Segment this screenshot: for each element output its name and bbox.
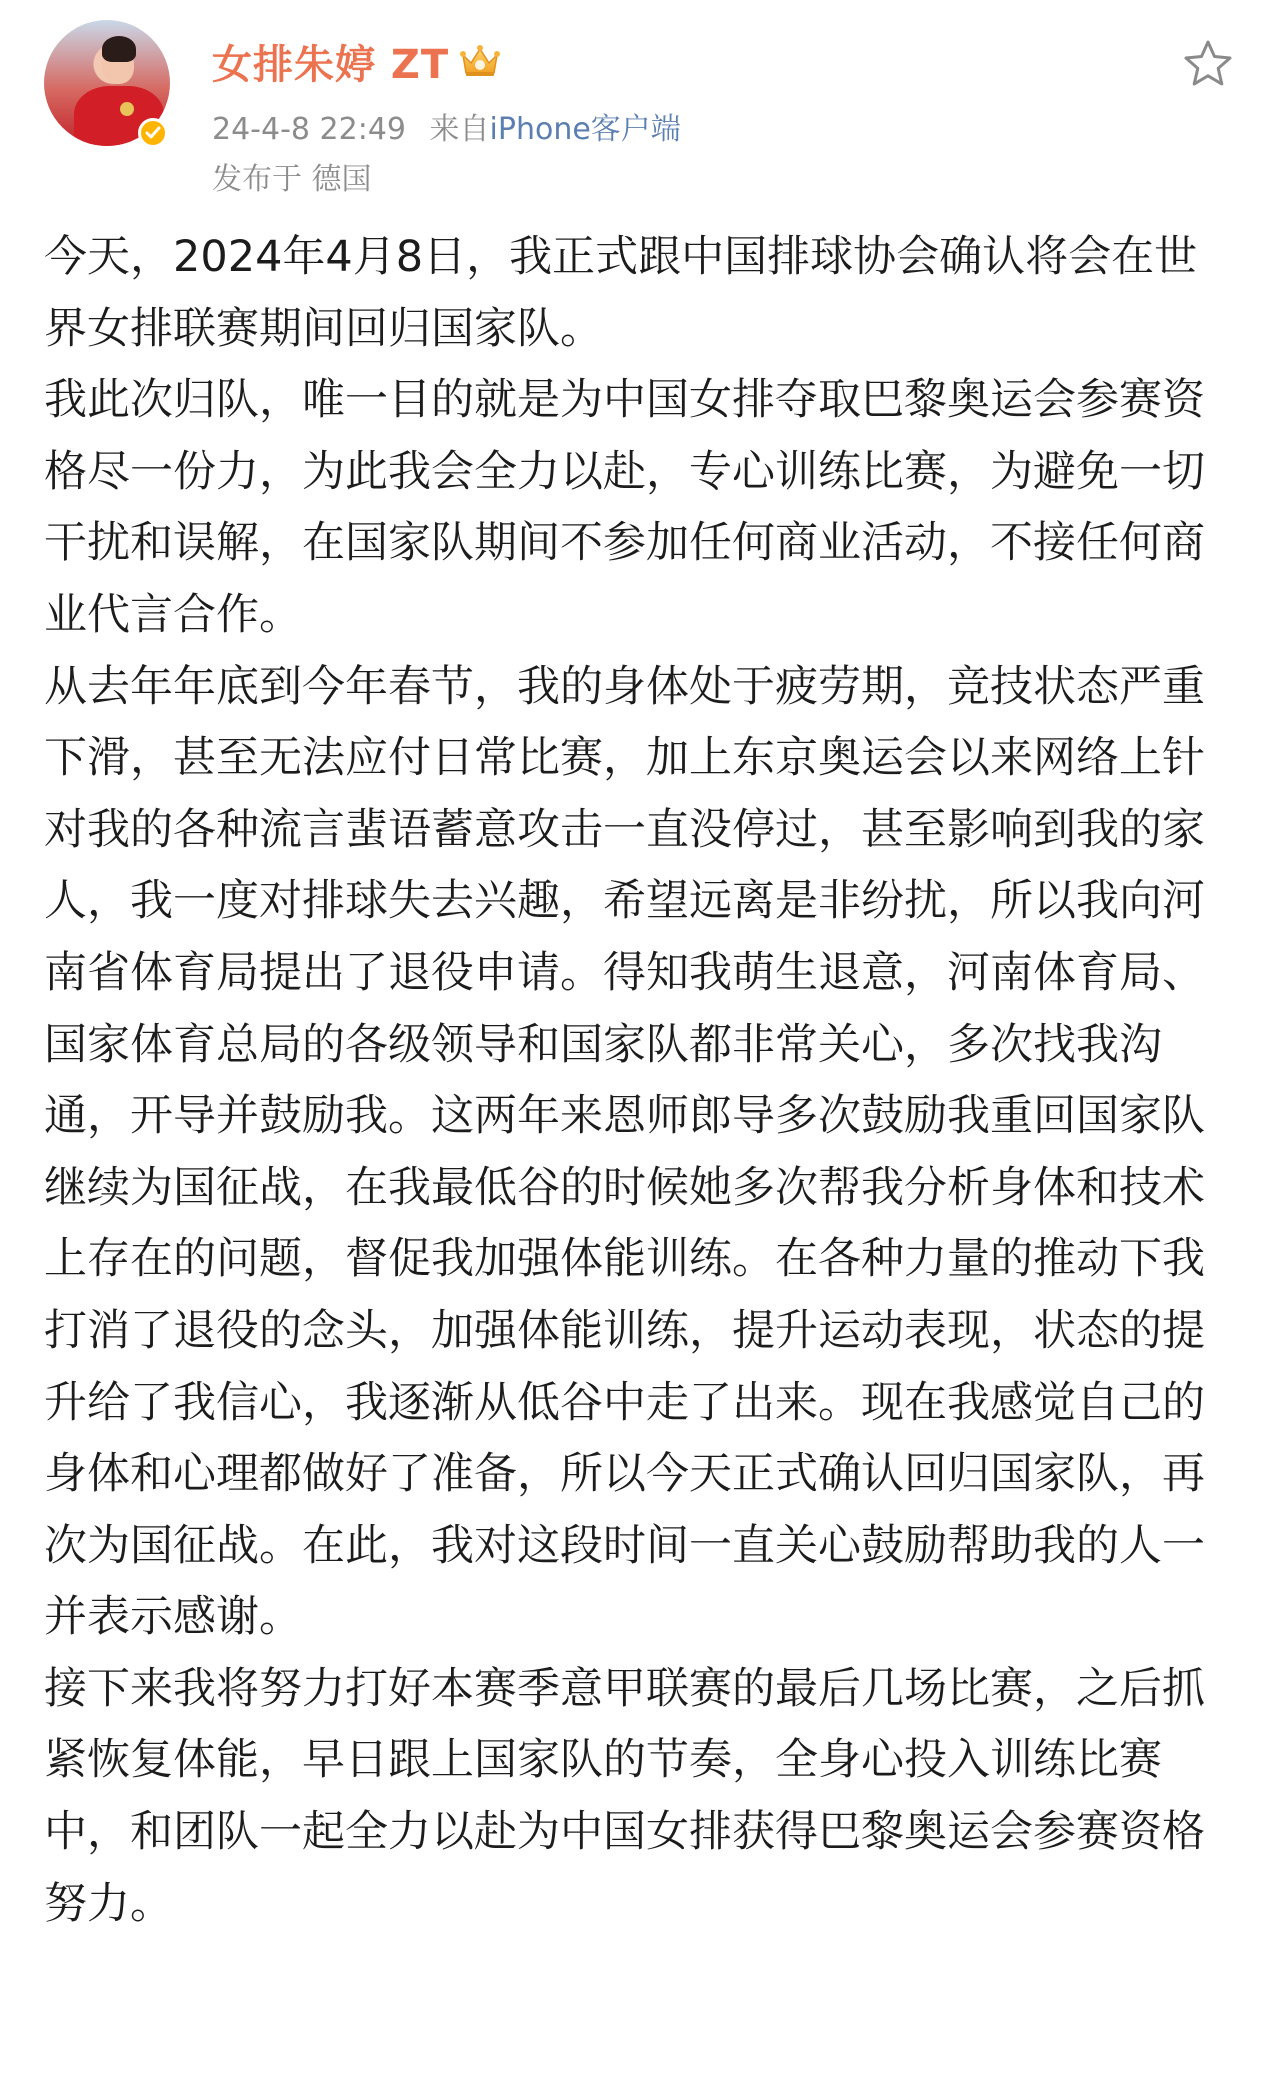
post-paragraph-4: 接下来我将努力打好本赛季意甲联赛的最后几场比赛，之后抓紧恢复体能，早日跟上国家队的节奏，全身心投入训练比赛中，和团队一起全力以赴为中国女排获得巴黎奥运会参赛资格努力。 <box>44 1663 1205 1929</box>
post-timestamp: 24-4-8 22:49 <box>212 112 406 147</box>
post-location: 发布于 德国 <box>212 162 372 197</box>
post-header <box>40 20 1240 200</box>
vip-crown-icon[interactable] <box>459 43 501 79</box>
username[interactable]: 女排朱婷 ZT <box>212 41 450 88</box>
post-meta <box>212 104 681 148</box>
post-paragraph-2: 我此次归队，唯一目的就是为中国女排夺取巴黎奥运会参赛资格尽一份力，为此我会全力以赴，专心训练比赛，为避免一切干扰和误解，在国家队期间不参加任何商业活动，不接任何商业代言合作。 <box>44 375 1205 640</box>
verified-badge-icon <box>138 118 168 148</box>
avatar-medal <box>120 102 134 116</box>
post-body <box>44 222 1240 1940</box>
source-prefix: 来自 <box>429 112 490 147</box>
post-paragraph-1: 今天，2024年4月8日，我正式跟中国排球协会确认将会在世界女排联赛期间回归国家队。 <box>44 232 1198 354</box>
star-icon[interactable] <box>1180 36 1236 92</box>
verified-check-icon <box>145 126 161 140</box>
source-client-link[interactable]: iPhone客户端 <box>489 112 681 147</box>
avatar-hair <box>102 36 136 62</box>
post-paragraph-3: 从去年年底到今年春节，我的身体处于疲劳期，竞技状态严重下滑，甚至无法应付日常比赛，加上东京奥运会以来网络上针对我的各种流言蜚语蓄意攻击一直没停过，甚至影响到我的家人，我一度对排球失去兴趣，希望远离是非纷扰，所以我向河南省体育局提出了退役申请。得知我萌生退意，河南体育局、国家体育总局的各级领导和国家队都非常关心，多次找我沟通，开导并鼓励我。这两年来恩师郎导多次鼓励我重回国家队继续为国征战，在我最低谷的时候她多次帮我分析身体和技术上存在的问题，督促我加强体能训练。在各种力量的推动下我打消了退役的念头，加强体能训练，提升运动表现，状态的提升给了我信心，我逐渐从低谷中走了出来。现在我感觉自己的身体和心理都做好了准备，所以今天正式确认回归国家队，再次为国征战。在此，我对这段时间一直关心鼓励帮助我的人一并表示感谢。 <box>44 661 1205 1643</box>
username-row <box>212 34 501 88</box>
